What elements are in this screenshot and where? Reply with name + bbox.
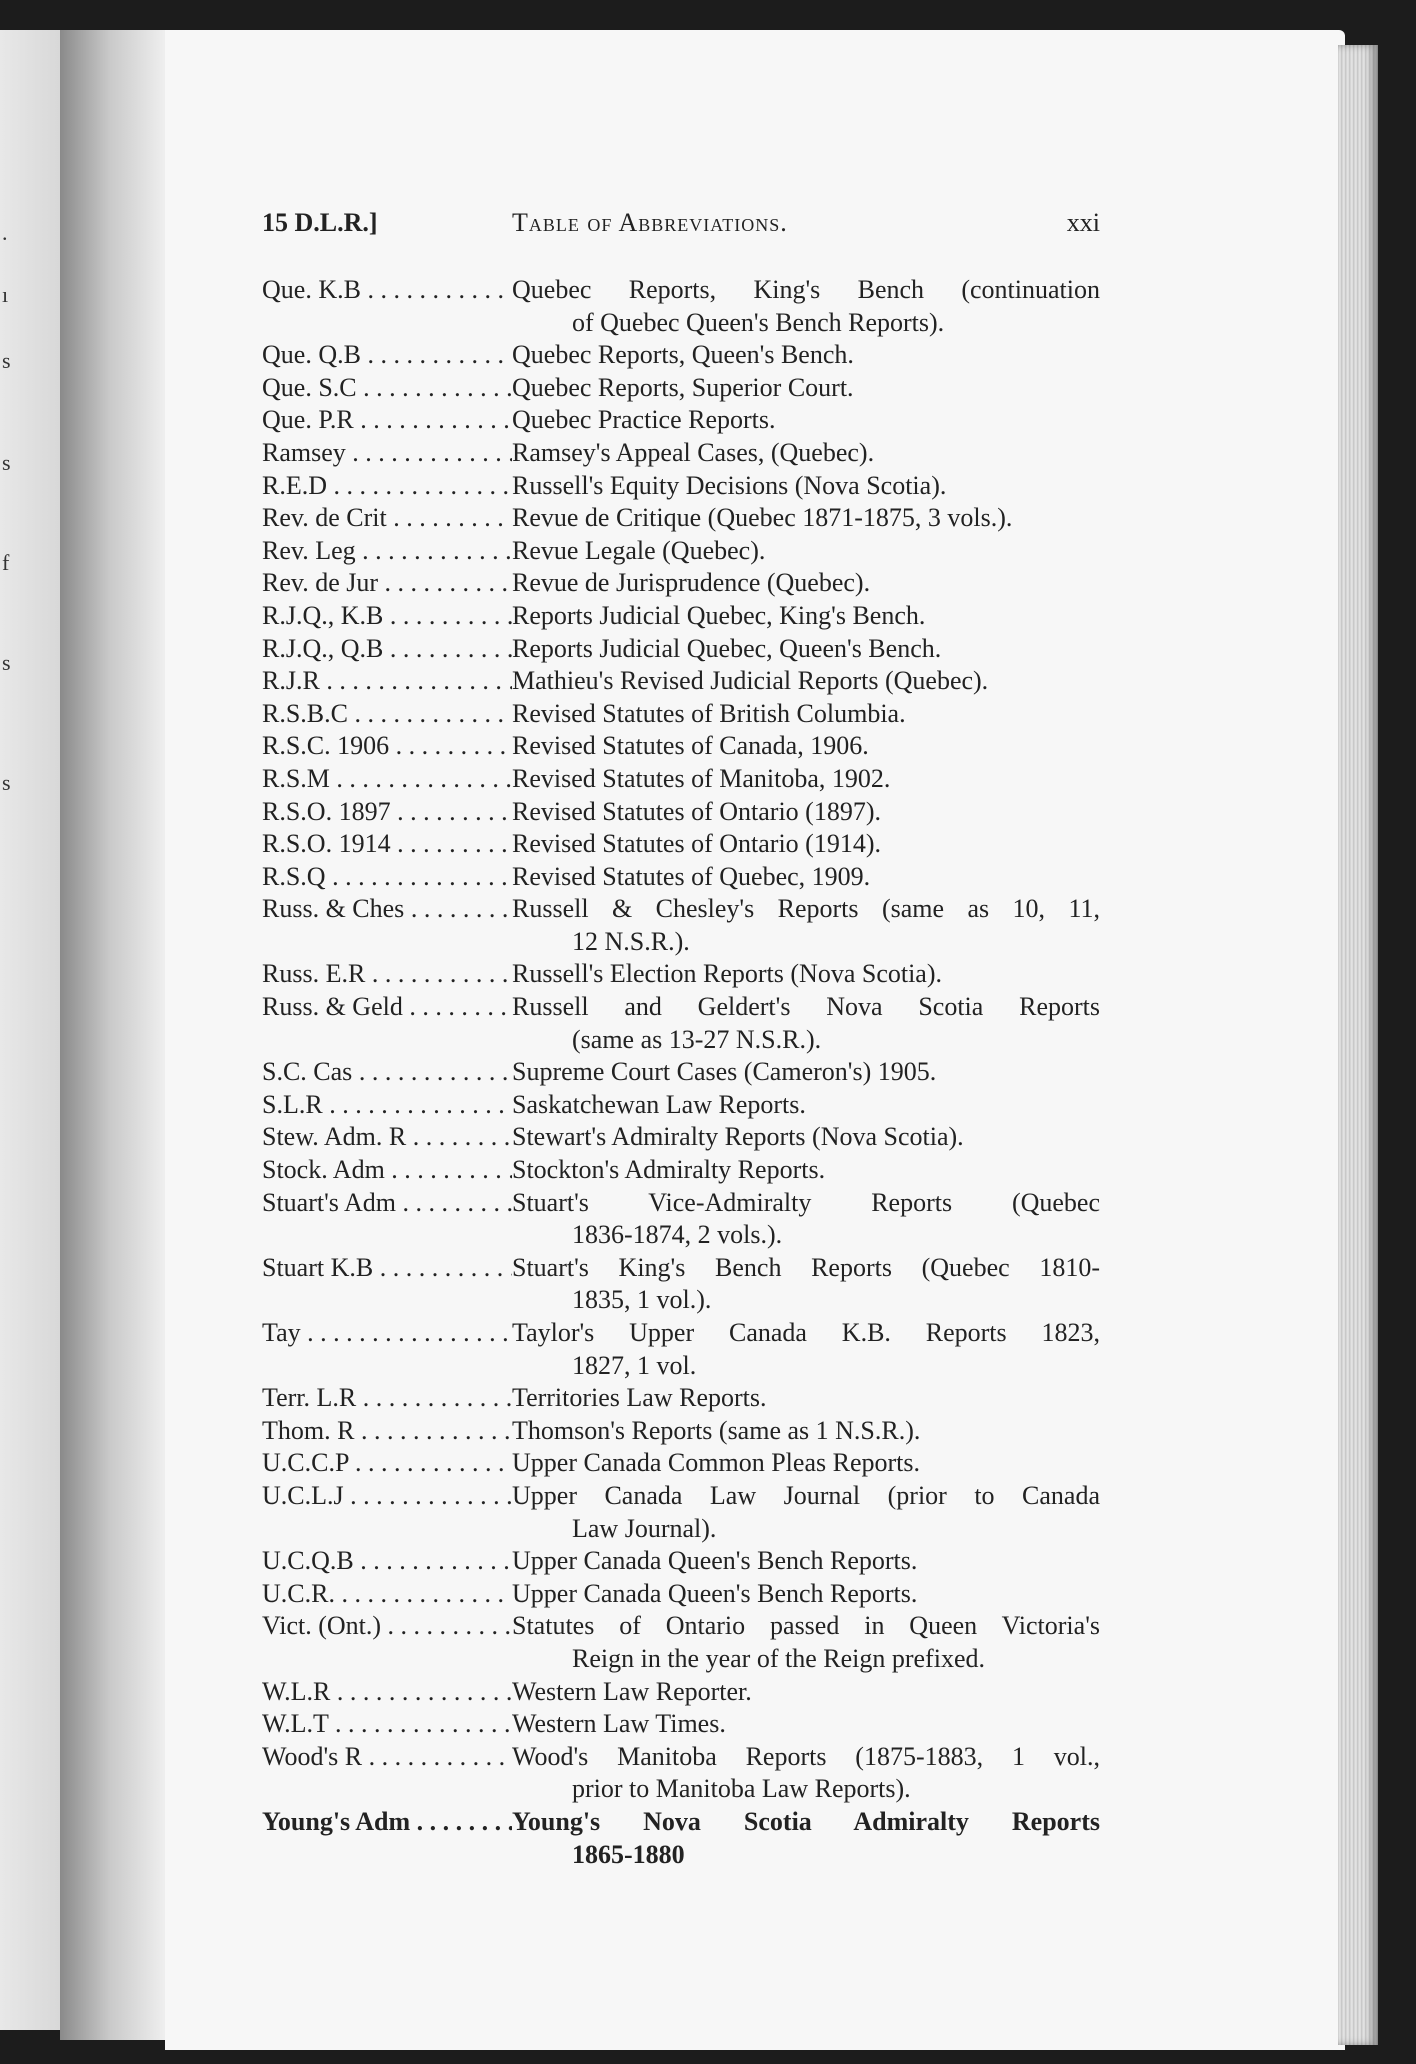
expansion: [512, 1382, 1100, 1415]
expansion: [512, 470, 1100, 503]
abbreviation-list: [262, 274, 1100, 1871]
expansion: [512, 1545, 1100, 1578]
abbreviation-entry: [262, 1056, 1100, 1089]
abbreviation-entry: [262, 567, 1100, 600]
abbreviation: R.J.Q., K.B . . .: [262, 600, 512, 633]
expansion: [512, 1447, 1100, 1480]
expansion-line: Saskatchewan Law Reports.: [512, 1089, 806, 1119]
abbreviation: R.J.Q., Q.B . . .: [262, 633, 512, 666]
abbreviation: W.L.R . . .: [262, 1676, 512, 1709]
expansion-line: Supreme Court Cases (Cameron's) 1905.: [512, 1057, 937, 1087]
expansion-line: Territories Law Reports.: [512, 1383, 767, 1413]
abbreviation: S.C. Cas . . .: [262, 1056, 512, 1089]
expansion-line: Mathieu's Revised Judicial Reports (Quebec).: [512, 666, 989, 696]
abbreviation: R.S.O. 1897 . . .: [262, 796, 512, 829]
abbreviation-entry: [262, 1252, 1100, 1317]
expansion: [512, 665, 1100, 698]
abbreviation: U.C.Q.B . . .: [262, 1545, 512, 1578]
abbreviation-entry: [262, 274, 1100, 339]
abbreviation: R.S.B.C . . .: [262, 698, 512, 731]
abbreviation: Ramsey . . .: [262, 437, 512, 470]
abbreviation: Que. K.B . . .: [262, 274, 512, 339]
abbreviation-entry: [262, 633, 1100, 666]
expansion-continuation: 1835, 1 vol.).: [572, 1285, 712, 1315]
abbreviation: R.E.D . . .: [262, 470, 512, 503]
page-title: Table of Abbreviations.: [512, 208, 788, 237]
expansion-line: Reports Judicial Quebec, Queen's Bench.: [512, 633, 942, 663]
abbreviation-entry: [262, 1415, 1100, 1448]
expansion-line: Quebec Reports, Superior Court.: [512, 372, 854, 402]
expansion-line: Revised Statutes of British Columbia.: [512, 698, 906, 728]
abbreviation-entry: [262, 1089, 1100, 1122]
expansion: [512, 958, 1100, 991]
abbreviation: Tay . . .: [262, 1317, 512, 1382]
expansion-line: Reports Judicial Quebec, King's Bench.: [512, 600, 926, 630]
abbreviation: Russ. E.R . . .: [262, 958, 512, 991]
expansion-line: Stuart's Vice-Admiralty Reports (Quebec: [512, 1187, 1100, 1217]
abbreviation-entry: [262, 1187, 1100, 1252]
expansion-line: Russell and Geldert's Nova Scotia Reports: [512, 992, 1100, 1022]
expansion: [512, 1806, 1100, 1871]
abbreviation-entry: [262, 893, 1100, 958]
abbreviation: S.L.R . . .: [262, 1089, 512, 1122]
expansion: [512, 535, 1100, 568]
expansion-line: Ramsey's Appeal Cases, (Quebec).: [512, 437, 875, 467]
expansion-line: Revised Statutes of Quebec, 1909.: [512, 861, 871, 891]
expansion: [512, 600, 1100, 633]
abbreviation: R.J.R . . .: [262, 665, 512, 698]
expansion-line: Upper Canada Queen's Bench Reports.: [512, 1546, 918, 1576]
abbreviation: Stuart K.B . . .: [262, 1252, 512, 1317]
abbreviation-entry: [262, 535, 1100, 568]
abbreviation: Rev. de Jur . . .: [262, 567, 512, 600]
expansion: [512, 372, 1100, 405]
expansion-line: Stewart's Admiralty Reports (Nova Scotia).: [512, 1122, 964, 1152]
running-header: [262, 208, 1100, 248]
expansion-line: Western Law Times.: [512, 1709, 726, 1739]
expansion-continuation: Reign in the year of the Reign prefixed.: [572, 1643, 985, 1673]
abbreviation: Que. S.C . . .: [262, 372, 512, 405]
expansion-continuation: (same as 13-27 N.S.R.).: [572, 1024, 822, 1054]
abbreviation: Que. P.R . . .: [262, 404, 512, 437]
abbreviation: U.C.R. . . .: [262, 1578, 512, 1611]
abbreviation: Vict. (Ont.) . . .: [262, 1610, 512, 1675]
abbreviation: R.S.C. 1906 . . .: [262, 730, 512, 763]
expansion: [512, 1480, 1100, 1545]
expansion-continuation: 12 N.S.R.).: [572, 926, 690, 956]
abbreviation-entry: [262, 861, 1100, 894]
expansion-line: Western Law Reporter.: [512, 1676, 752, 1706]
expansion-line: Russell's Equity Decisions (Nova Scotia).: [512, 470, 947, 500]
abbreviation: R.S.O. 1914 . . .: [262, 828, 512, 861]
expansion-line: Statutes of Ontario passed in Queen Victoria's: [512, 1611, 1100, 1641]
abbreviation-entry: [262, 1610, 1100, 1675]
expansion: [512, 274, 1100, 339]
expansion: [512, 1187, 1100, 1252]
expansion: [512, 567, 1100, 600]
expansion-continuation: prior to Manitoba Law Reports).: [572, 1774, 911, 1804]
expansion-continuation: 1836-1874, 2 vols.).: [572, 1220, 783, 1250]
expansion-line: Revue de Jurisprudence (Quebec).: [512, 568, 871, 598]
abbreviation: U.C.L.J . . .: [262, 1480, 512, 1545]
expansion: [512, 991, 1100, 1056]
abbreviation-entry: [262, 600, 1100, 633]
expansion-line: Revised Statutes of Ontario (1897).: [512, 796, 881, 826]
expansion-line: Stockton's Admiralty Reports.: [512, 1155, 826, 1185]
abbreviation-entry: [262, 1480, 1100, 1545]
facing-page: [0, 30, 60, 2030]
expansion-line: Young's Nova Scotia Admiralty Reports: [512, 1806, 1100, 1836]
abbreviation-entry: [262, 828, 1100, 861]
expansion: [512, 339, 1100, 372]
abbreviation: R.S.M . . .: [262, 763, 512, 796]
expansion-line: Russell & Chesley's Reports (same as 10, 11,: [512, 894, 1100, 924]
expansion-line: Wood's Manitoba Reports (1875-1883, 1 vol.,: [512, 1741, 1100, 1771]
abbreviation-entry: [262, 958, 1100, 991]
expansion: [512, 893, 1100, 958]
expansion-continuation: Law Journal).: [572, 1513, 717, 1543]
abbreviation-entry: [262, 1806, 1100, 1871]
expansion: [512, 1154, 1100, 1187]
abbreviation: Rev. Leg . . .: [262, 535, 512, 568]
expansion: [512, 502, 1100, 535]
abbreviation: Que. Q.B . . .: [262, 339, 512, 372]
expansion: [512, 437, 1100, 470]
abbreviation-entry: [262, 1447, 1100, 1480]
expansion-line: Thomson's Reports (same as 1 N.S.R.).: [512, 1415, 921, 1445]
expansion: [512, 1741, 1100, 1806]
abbreviation-entry: [262, 1741, 1100, 1806]
abbreviation-entry: [262, 437, 1100, 470]
book-gutter: [60, 30, 170, 2040]
expansion: [512, 1578, 1100, 1611]
expansion: [512, 1089, 1100, 1122]
expansion: [512, 1415, 1100, 1448]
expansion: [512, 1676, 1100, 1709]
facing-page-margin: . ı s s f s s: [2, 220, 11, 795]
expansion-continuation: 1827, 1 vol.: [572, 1350, 697, 1380]
expansion: [512, 1708, 1100, 1741]
expansion-continuation: 1865-1880: [572, 1839, 685, 1869]
abbreviation: U.C.C.P . . .: [262, 1447, 512, 1480]
abbreviation-entry: [262, 730, 1100, 763]
abbreviation: Stuart's Adm . . .: [262, 1187, 512, 1252]
expansion-line: Revue Legale (Quebec).: [512, 535, 766, 565]
abbreviation: Stock. Adm . . .: [262, 1154, 512, 1187]
expansion-line: Quebec Reports, Queen's Bench.: [512, 340, 854, 370]
abbreviation: Rev. de Crit . . .: [262, 502, 512, 535]
abbreviation: Russ. & Geld . . .: [262, 991, 512, 1056]
expansion: [512, 763, 1100, 796]
expansion-line: Quebec Reports, King's Bench (continuation: [512, 275, 1100, 304]
abbreviation-entry: [262, 1317, 1100, 1382]
expansion-line: Revised Statutes of Manitoba, 1902.: [512, 763, 891, 793]
page-block-edge: [1338, 45, 1378, 2045]
abbreviation-entry: [262, 470, 1100, 503]
expansion-line: Revised Statutes of Ontario (1914).: [512, 829, 881, 859]
expansion-line: Revised Statutes of Canada, 1906.: [512, 731, 869, 761]
abbreviation: Stew. Adm. R . . .: [262, 1121, 512, 1154]
expansion: [512, 1056, 1100, 1089]
abbreviation-entry: [262, 1121, 1100, 1154]
expansion: [512, 1121, 1100, 1154]
abbreviation-entry: [262, 1676, 1100, 1709]
expansion-continuation: of Quebec Queen's Bench Reports).: [572, 307, 945, 337]
expansion-line: Russell's Election Reports (Nova Scotia).: [512, 959, 943, 989]
expansion-line: Revue de Critique (Quebec 1871-1875, 3 vols.).: [512, 503, 1013, 533]
volume-reference: 15 D.L.R.]: [262, 208, 378, 237]
expansion-line: Upper Canada Queen's Bench Reports.: [512, 1578, 918, 1608]
abbreviation-entry: [262, 404, 1100, 437]
abbreviation-entry: [262, 339, 1100, 372]
abbreviation-entry: [262, 372, 1100, 405]
expansion-line: Upper Canada Common Pleas Reports.: [512, 1448, 920, 1478]
abbreviation: Thom. R . . .: [262, 1415, 512, 1448]
abbreviation-entry: [262, 763, 1100, 796]
expansion-line: Taylor's Upper Canada K.B. Reports 1823,: [512, 1318, 1100, 1347]
abbreviation: Russ. & Ches . . .: [262, 893, 512, 958]
expansion-line: Stuart's King's Bench Reports (Quebec 1810-: [512, 1252, 1100, 1282]
expansion: [512, 861, 1100, 894]
expansion: [512, 730, 1100, 763]
abbreviation-entry: [262, 991, 1100, 1056]
abbreviation-entry: [262, 1708, 1100, 1741]
abbreviation-entry: [262, 502, 1100, 535]
expansion-line: Quebec Practice Reports.: [512, 405, 776, 435]
abbreviation-entry: [262, 698, 1100, 731]
abbreviation: R.S.Q . . .: [262, 861, 512, 894]
expansion: [512, 1610, 1100, 1675]
expansion: [512, 828, 1100, 861]
abbreviation-entry: [262, 1545, 1100, 1578]
expansion: [512, 1317, 1100, 1382]
abbreviation-entry: [262, 1154, 1100, 1187]
abbreviation: Young's Adm . . .: [262, 1806, 512, 1871]
abbreviation: Wood's R . . .: [262, 1741, 512, 1806]
abbreviation-entry: [262, 1578, 1100, 1611]
expansion: [512, 1252, 1100, 1317]
abbreviation: Terr. L.R . . .: [262, 1382, 512, 1415]
expansion: [512, 698, 1100, 731]
expansion: [512, 633, 1100, 666]
page-number: xxi: [1066, 208, 1100, 237]
abbreviation: W.L.T . . .: [262, 1708, 512, 1741]
abbreviation-entry: [262, 1382, 1100, 1415]
expansion: [512, 404, 1100, 437]
abbreviation-entry: [262, 665, 1100, 698]
expansion-line: Upper Canada Law Journal (prior to Canada: [512, 1480, 1100, 1510]
abbreviation-entry: [262, 796, 1100, 829]
expansion: [512, 796, 1100, 829]
